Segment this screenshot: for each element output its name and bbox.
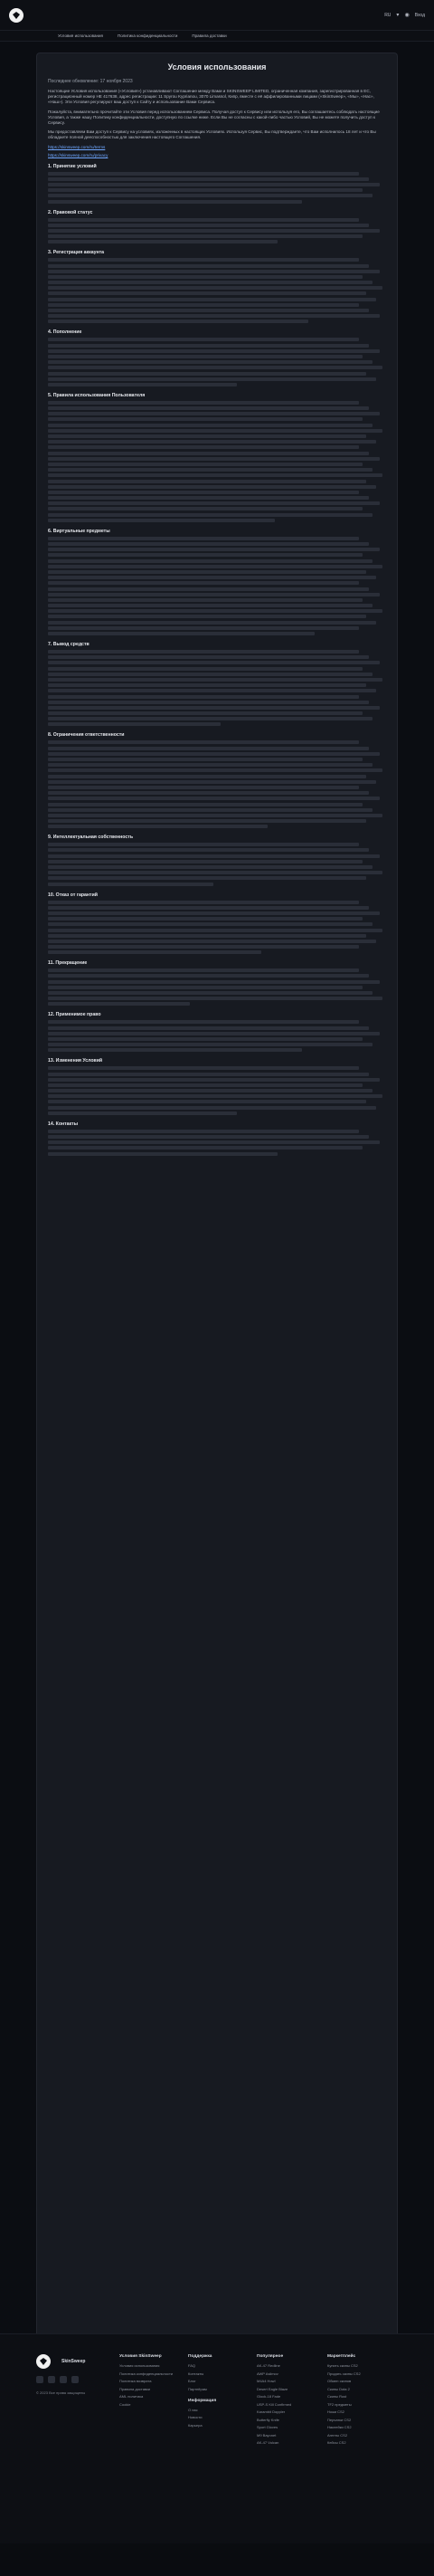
body-text-line <box>48 1135 369 1139</box>
body-text-line <box>48 797 380 800</box>
body-text-line <box>48 542 369 546</box>
body-text-line <box>48 819 366 823</box>
privacy-link[interactable]: https://skinsweep.com/ru/privacy <box>48 152 108 157</box>
body-text-line <box>48 747 369 750</box>
language-switcher[interactable]: RU <box>384 12 392 18</box>
page-title: Условия использования <box>167 62 267 72</box>
body-text-line <box>48 440 376 444</box>
body-text-line <box>48 445 359 449</box>
body-text-line <box>48 768 382 772</box>
body-text-line <box>48 854 380 858</box>
body-text-line <box>48 309 369 312</box>
body-text-line <box>48 417 363 421</box>
body-text-line <box>48 901 359 904</box>
body-text-line <box>48 457 380 461</box>
footer-link[interactable]: Продать скины CS2 <box>327 2371 361 2376</box>
body-text-line <box>48 281 373 284</box>
body-text-line <box>48 1043 373 1046</box>
body-text-line <box>48 814 382 817</box>
body-text-line <box>48 1146 363 1150</box>
footer-link[interactable]: Cookie <box>119 2401 131 2407</box>
body-text-line <box>48 452 369 455</box>
body-text-line <box>48 689 376 692</box>
footer-link[interactable]: Sport Gloves <box>257 2425 278 2429</box>
body-text-line <box>48 1152 278 1156</box>
body-text-line <box>48 683 366 687</box>
discord-icon[interactable] <box>48 2376 55 2383</box>
telegram-icon[interactable] <box>36 2376 43 2383</box>
section-heading: 3. Регистрация аккаунта <box>48 250 105 256</box>
body-text-line <box>48 604 373 607</box>
body-text-line <box>48 372 366 376</box>
body-text-line <box>48 234 363 238</box>
body-text-line <box>48 906 369 910</box>
body-text-line <box>48 424 373 427</box>
body-text-line <box>48 593 380 596</box>
body-text-line <box>48 468 373 472</box>
footer-link[interactable]: Скины Dota 2 <box>327 2386 350 2391</box>
body-text-line <box>48 917 363 921</box>
body-text-line <box>48 609 382 613</box>
body-text-line <box>48 200 302 204</box>
body-text-line <box>48 412 380 415</box>
body-text-line <box>48 1089 373 1092</box>
body-text-line <box>48 1111 237 1115</box>
body-text-line <box>48 507 363 510</box>
body-text-line <box>48 194 373 197</box>
body-text-line <box>48 780 376 784</box>
footer-link[interactable]: Перчатки CS2 <box>327 2417 352 2422</box>
logo-icon <box>39 2357 48 2366</box>
body-text-line <box>48 537 359 540</box>
body-text-line <box>48 661 380 664</box>
intro-paragraph: Настоящие Условия использования («Условия») устанавливают Соглашение между Вами и SKINSWEEP LIMITED, ограниченная компания, зарегистрированная в ЕС, регистрационный номер HE 417638, адрес регистрации: 11 Spyrou Kyprianou, 3070 Limassol, Кипр, вместе с её аффилированными лицами («SkinSweep», «Мы», «Нас», «Наш»). Эти Условия регулируют ваш доступ к Сайту и использование Вами Сервиса. <box>48 89 374 105</box>
body-text-line <box>48 740 359 744</box>
body-text-line <box>48 349 380 353</box>
body-text-line <box>48 480 366 483</box>
footer-link[interactable]: AK-47 Redline <box>257 2363 280 2368</box>
body-text-line <box>48 559 373 563</box>
body-text-line <box>48 632 315 635</box>
body-text-line <box>48 320 308 323</box>
body-text-line <box>48 183 380 186</box>
body-text-line <box>48 786 359 789</box>
top-bar <box>0 0 434 31</box>
body-text-line <box>48 1032 380 1035</box>
body-text-line <box>48 519 275 522</box>
logo-icon <box>12 11 21 20</box>
body-text-line <box>48 860 363 863</box>
body-text-line <box>48 711 363 715</box>
body-text-line <box>48 491 359 494</box>
body-text-line <box>48 626 359 630</box>
body-text-line <box>48 513 373 517</box>
body-text-line <box>48 701 369 704</box>
footer-link[interactable]: Контакты <box>188 2371 204 2376</box>
footer-link[interactable]: Купить скины CS2 <box>327 2363 358 2368</box>
body-text-line <box>48 224 369 227</box>
body-text-line <box>48 463 363 466</box>
logo[interactable] <box>9 8 24 23</box>
body-text-line <box>48 763 373 767</box>
body-text-line <box>48 722 221 726</box>
section-heading: 8. Ограничения ответственности <box>48 732 125 739</box>
footer-column-heading: Условия SkinSweep <box>119 2354 162 2359</box>
section-heading: 13. Изменения Условий <box>48 1058 103 1064</box>
footer-link[interactable]: M4A4 Howl <box>257 2379 276 2383</box>
footer-link[interactable]: О нас <box>188 2407 198 2412</box>
body-text-line <box>48 553 363 557</box>
body-text-line <box>48 485 376 489</box>
body-text-line <box>48 496 369 500</box>
legal-nav <box>0 31 434 42</box>
body-text-line <box>48 1002 190 1006</box>
body-text-line <box>48 655 369 659</box>
body-text-line <box>48 911 380 915</box>
footer-column-heading: Информация <box>188 2398 217 2403</box>
body-text-line <box>48 1048 302 1052</box>
body-text-line <box>48 270 380 273</box>
last-updated: Последнее обновление: 17 ноября 2023 <box>48 79 133 84</box>
body-text-line <box>48 1083 363 1087</box>
body-text-line <box>48 706 380 710</box>
footer-link[interactable]: Новости <box>188 2415 203 2419</box>
terms-link[interactable]: https://skinsweep.com/ru/terms <box>48 144 106 149</box>
body-text-line <box>48 950 261 954</box>
section-heading: 2. Правовой статус <box>48 209 93 215</box>
body-text-line <box>48 344 369 348</box>
footer-link[interactable]: AML политика <box>119 2394 144 2399</box>
footer-link[interactable]: Butterfly Knife <box>257 2417 279 2422</box>
body-text-line <box>48 848 369 852</box>
body-text-line <box>48 621 376 625</box>
body-text-line <box>48 587 369 591</box>
body-text-line <box>48 1073 369 1076</box>
body-text-line <box>48 775 366 778</box>
section-heading: 7. Вывод средств <box>48 642 90 647</box>
section-heading: 4. Пополнение <box>48 329 82 336</box>
body-text-line <box>48 1020 359 1024</box>
nav-delivery[interactable]: Правила доставки <box>192 33 227 38</box>
footer-link[interactable]: Карьера <box>188 2422 203 2428</box>
body-text-line <box>48 865 373 869</box>
footer-link[interactable]: Ножи CS2 <box>327 2409 344 2414</box>
body-text-line <box>48 377 376 381</box>
body-text-line <box>48 808 373 812</box>
body-text-line <box>48 286 382 290</box>
footer-link[interactable]: Обмен скинов <box>327 2379 352 2383</box>
body-text-line <box>48 980 380 984</box>
nav-privacy[interactable]: Политика конфиденциальности <box>117 33 178 38</box>
body-text-line <box>48 576 376 579</box>
footer-link[interactable]: Кейсы CS2 <box>327 2440 346 2445</box>
footer-logo[interactable] <box>36 2354 51 2369</box>
body-text-line <box>48 843 359 846</box>
body-text-line <box>48 945 359 949</box>
body-text-line <box>48 188 363 192</box>
body-text-line <box>48 355 363 358</box>
body-text-line <box>48 406 369 410</box>
body-text-line <box>48 1037 363 1041</box>
body-text-line <box>48 678 382 682</box>
body-text-line <box>48 1078 380 1082</box>
vk-icon[interactable] <box>60 2376 67 2383</box>
section-heading: 9. Интеллектуальная собственность <box>48 835 134 841</box>
youtube-icon[interactable] <box>71 2376 79 2383</box>
footer-column-heading: Поддержка <box>188 2354 212 2359</box>
body-text-line <box>48 581 359 585</box>
body-text-line <box>48 929 382 932</box>
footer-link[interactable]: FAQ <box>188 2363 196 2368</box>
login-button[interactable]: Вход <box>414 12 425 18</box>
footer-brand-name: SkinSweep <box>61 2359 86 2364</box>
body-text-line <box>48 667 363 671</box>
body-text-line <box>48 598 363 602</box>
body-text-line <box>48 177 369 181</box>
body-text-line <box>48 275 363 279</box>
footer-column-heading: Маркетплейс <box>327 2354 356 2359</box>
body-text-line <box>48 1026 369 1030</box>
body-text-line <box>48 565 382 568</box>
body-text-line <box>48 615 366 618</box>
footer-link[interactable]: Karambit Doppler <box>257 2409 286 2414</box>
body-text-line <box>48 258 359 262</box>
body-text-line <box>48 791 369 795</box>
section-heading: 11. Прекращение <box>48 960 88 967</box>
body-text-line <box>48 1066 359 1070</box>
body-text-line <box>48 264 369 268</box>
sections-container <box>48 164 386 1156</box>
section-heading: 5. Правила использования Пользователя <box>48 392 146 398</box>
body-text-line <box>48 473 382 477</box>
body-text-line <box>48 291 366 295</box>
body-text-line <box>48 429 382 433</box>
intro-paragraph: Мы предоставляем Вам доступ к Сервису на условиях, изложенных в настоящих Условиях. Используя Сервис, Вы подтверждаете, что Вам исполнилось 18 лет и что Вы обладаете полной дееспособностью для заключения настоящего Соглашения. <box>48 129 376 140</box>
footer-link[interactable]: M9 Bayonet <box>257 2432 277 2438</box>
body-text-line <box>48 548 380 551</box>
body-text-line <box>48 974 369 978</box>
user-icon[interactable]: ◉ <box>404 13 410 18</box>
footer-link[interactable]: Политика возврата <box>119 2379 152 2383</box>
footer-link[interactable]: AK-47 Vulcan <box>257 2440 279 2445</box>
body-text-line <box>48 803 363 806</box>
footer <box>0 2333 434 2576</box>
footer-link[interactable]: Блог <box>188 2379 196 2383</box>
body-text-line <box>48 876 366 880</box>
footer-link[interactable]: AWP Asiimov <box>257 2371 278 2376</box>
footer-link[interactable]: Скины Rust <box>327 2394 347 2399</box>
section-heading: 10. Отказ от гарантий <box>48 892 98 898</box>
body-text-line <box>48 366 382 369</box>
copyright: © 2023 Все права защищены <box>36 2390 86 2395</box>
body-text-line <box>48 314 380 318</box>
footer-link[interactable]: Наклейки CS2 <box>327 2425 352 2429</box>
body-text-line <box>48 940 376 943</box>
body-text-line <box>48 717 373 720</box>
footer-link[interactable]: USP-S Kill Confirmed <box>257 2401 292 2407</box>
section-heading: 14. Контакты <box>48 1121 79 1127</box>
chevron-down-icon[interactable]: ▾ <box>396 13 400 18</box>
footer-link[interactable]: Агенты CS2 <box>327 2432 348 2438</box>
body-text-line <box>48 360 373 364</box>
body-text-line <box>48 673 373 676</box>
footer-link[interactable]: TF2 предметы <box>327 2401 352 2407</box>
body-text-line <box>48 298 376 301</box>
body-text-line <box>48 570 366 574</box>
body-text-line <box>48 401 359 405</box>
footer-bottom <box>0 2543 434 2576</box>
body-text-line <box>48 968 359 972</box>
footer-link[interactable]: Условия использования <box>119 2363 160 2368</box>
footer-link[interactable]: Desert Eagle Blaze <box>257 2386 288 2391</box>
body-text-line <box>48 1100 366 1103</box>
body-text-line <box>48 1106 376 1110</box>
body-text-line <box>48 997 382 1000</box>
body-text-line <box>48 383 237 386</box>
section-heading: 6. Виртуальные предметы <box>48 528 110 534</box>
body-text-line <box>48 303 359 307</box>
body-text-line <box>48 871 382 874</box>
body-text-line <box>48 434 366 438</box>
footer-link[interactable]: Glock-18 Fade <box>257 2394 281 2399</box>
body-text-line <box>48 752 380 756</box>
footer-link[interactable]: Партнёрам <box>188 2386 207 2391</box>
body-text-line <box>48 501 380 505</box>
body-text-line <box>48 758 363 761</box>
body-text-line <box>48 338 359 341</box>
body-text-line <box>48 825 268 828</box>
body-text-line <box>48 650 359 654</box>
body-text-line <box>48 218 359 222</box>
terms-card <box>36 52 398 2342</box>
intro-paragraph: Пожалуйста, внимательно прочитайте эти Условия перед использованием Сервиса. Получая доступ к Сервису или используя его, Вы соглашаетесь соблюдать настоящие Условия, а также нашу Политику конфиденциальности, доступную по ссылке ниже. Если Вы не согласны с какой-либо частью Условий, Вы не можете получить доступ к Сервису. <box>48 109 380 126</box>
body-text-line <box>48 934 366 938</box>
nav-terms[interactable]: Условия использования <box>58 33 103 38</box>
body-text-line <box>48 922 373 926</box>
body-text-line <box>48 883 213 886</box>
footer-link[interactable]: Политика конфиденциальности <box>119 2371 174 2376</box>
body-text-line <box>48 229 380 233</box>
section-heading: 12. Применимое право <box>48 1012 101 1018</box>
body-text-line <box>48 695 359 699</box>
body-text-line <box>48 991 373 995</box>
body-text-line <box>48 172 359 176</box>
body-text-line <box>48 1140 380 1144</box>
section-heading: 1. Принятие условий <box>48 163 97 169</box>
body-text-line <box>48 986 363 989</box>
body-text-line <box>48 1094 382 1098</box>
body-text-line <box>48 240 278 243</box>
footer-link[interactable]: Правила доставки <box>119 2386 151 2391</box>
footer-column-heading: Популярное <box>257 2354 284 2359</box>
body-text-line <box>48 1130 359 1133</box>
